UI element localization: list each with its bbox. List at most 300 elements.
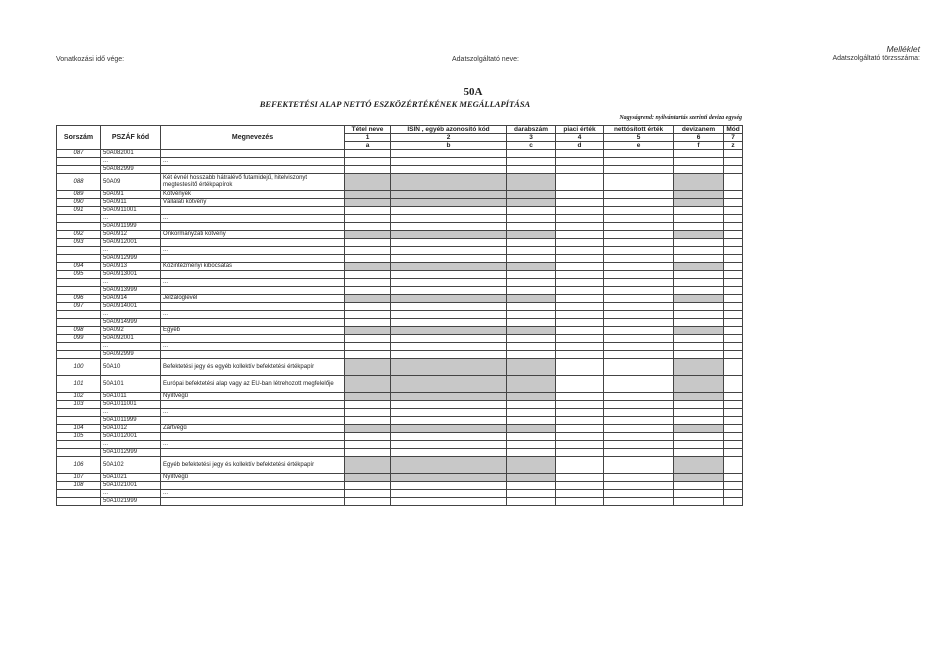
mod-cell[interactable] [724,359,743,376]
mod-cell[interactable] [724,343,743,351]
nettositott-ertek-cell[interactable] [604,343,674,351]
pszaf-code: ... [101,343,161,351]
devizanem-cell[interactable] [674,335,724,343]
table-row [57,231,743,239]
pszaf-code: ... [101,311,161,319]
darabszam-cell[interactable] [507,255,556,263]
mod-cell[interactable] [724,231,743,239]
devizanem-cell[interactable] [674,166,724,174]
row-number: 107 [57,474,101,482]
devizanem-cell[interactable] [674,482,724,490]
devizanem-cell[interactable] [674,409,724,417]
tetel-neve-cell[interactable] [345,441,391,449]
row-number [57,166,101,174]
piaci-ertek-cell[interactable] [556,498,604,506]
nettositott-ertek-cell[interactable] [604,393,674,401]
isin-cell[interactable] [391,279,507,287]
piaci-ertek-cell[interactable] [556,482,604,490]
mod-cell[interactable] [724,498,743,506]
table-row [57,303,743,311]
tetel-neve-cell[interactable] [345,433,391,441]
mod-cell[interactable] [724,474,743,482]
darabszam-cell[interactable] [507,449,556,457]
piaci-ertek-cell[interactable] [556,490,604,498]
tetel-neve-cell [345,191,391,199]
tetel-neve-cell[interactable] [345,409,391,417]
darabszam-cell[interactable] [507,319,556,327]
tetel-neve-cell[interactable] [345,239,391,247]
devizanem-cell[interactable] [674,255,724,263]
nettositott-ertek-cell[interactable] [604,223,674,231]
tetel-neve-cell[interactable] [345,158,391,166]
table-row [57,409,743,417]
row-number [57,223,101,231]
row-number [57,449,101,457]
row-number: 091 [57,207,101,215]
nettositott-ertek-cell[interactable] [604,433,674,441]
isin-cell[interactable] [391,490,507,498]
nettositott-ertek-cell[interactable] [604,271,674,279]
isin-cell[interactable] [391,433,507,441]
piaci-ertek-cell[interactable] [556,231,604,239]
pszaf-code: 50A092999 [101,351,161,359]
nettositott-ertek-cell[interactable] [604,247,674,255]
nettositott-ertek-cell[interactable] [604,474,674,482]
darabszam-cell[interactable] [507,279,556,287]
isin-cell[interactable] [391,311,507,319]
column-letter: a [345,142,391,150]
piaci-ertek-cell[interactable] [556,433,604,441]
darabszam-cell[interactable] [507,311,556,319]
mod-cell[interactable] [724,247,743,255]
header-megnevezes: Megnevezés [161,126,345,150]
tetel-neve-cell[interactable] [345,417,391,425]
column-number: 1 [345,134,391,142]
row-number: 099 [57,335,101,343]
devizanem-cell[interactable] [674,287,724,295]
nettositott-ertek-cell[interactable] [604,255,674,263]
table-row [57,279,743,287]
tetel-neve-cell[interactable] [345,490,391,498]
nettositott-ertek-cell[interactable] [604,319,674,327]
nettositott-ertek-cell[interactable] [604,239,674,247]
table-row [57,490,743,498]
mod-cell[interactable] [724,393,743,401]
mod-cell[interactable] [724,223,743,231]
table-row [57,295,743,303]
devizanem-cell[interactable] [674,239,724,247]
nettositott-ertek-cell[interactable] [604,482,674,490]
nettositott-ertek-cell[interactable] [604,158,674,166]
nettositott-ertek-cell[interactable] [604,376,674,393]
devizanem-cell[interactable] [674,247,724,255]
mod-cell[interactable] [724,158,743,166]
isin-cell[interactable] [391,482,507,490]
piaci-ertek-cell[interactable] [556,335,604,343]
darabszam-cell[interactable] [507,417,556,425]
mod-cell[interactable] [724,319,743,327]
mod-cell[interactable] [724,255,743,263]
devizanem-cell [674,231,724,239]
piaci-ertek-cell[interactable] [556,158,604,166]
tetel-neve-cell[interactable] [345,279,391,287]
nettositott-ertek-cell[interactable] [604,441,674,449]
darabszam-cell[interactable] [507,166,556,174]
tetel-neve-cell[interactable] [345,223,391,231]
pszaf-code: ... [101,490,161,498]
tetel-neve-cell[interactable] [345,482,391,490]
pszaf-code: 50A1021 [101,474,161,482]
isin-cell [391,474,507,482]
nettositott-ertek-cell[interactable] [604,327,674,335]
darabszam-cell [507,425,556,433]
mod-cell[interactable] [724,457,743,474]
row-number [57,490,101,498]
devizanem-cell[interactable] [674,490,724,498]
piaci-ertek-cell[interactable] [556,417,604,425]
mod-cell[interactable] [724,425,743,433]
item-name: ... [161,311,345,319]
row-number: 092 [57,231,101,239]
tetel-neve-cell[interactable] [345,247,391,255]
table-row [57,158,743,166]
mod-cell[interactable] [724,409,743,417]
nettositott-ertek-cell[interactable] [604,231,674,239]
darabszam-cell[interactable] [507,271,556,279]
isin-cell [391,425,507,433]
item-name [161,319,345,327]
isin-cell[interactable] [391,319,507,327]
pszaf-code: 50A1012 [101,425,161,433]
table-row [57,433,743,441]
devizanem-cell[interactable] [674,215,724,223]
darabszam-cell[interactable] [507,441,556,449]
pszaf-code: 50A0914001 [101,303,161,311]
isin-cell[interactable] [391,215,507,223]
item-name: Közintézményi kibocsátás [161,263,345,271]
nettositott-ertek-cell[interactable] [604,174,674,191]
devizanem-cell[interactable] [674,271,724,279]
piaci-ertek-cell[interactable] [556,247,604,255]
mod-cell[interactable] [724,207,743,215]
pszaf-code: ... [101,441,161,449]
tetel-neve-cell[interactable] [345,166,391,174]
piaci-ertek-cell[interactable] [556,441,604,449]
tetel-neve-cell [345,474,391,482]
tetel-neve-cell [345,327,391,335]
darabszam-cell[interactable] [507,287,556,295]
mod-cell[interactable] [724,417,743,425]
nettositott-ertek-cell[interactable] [604,401,674,409]
darabszam-cell[interactable] [507,239,556,247]
tetel-neve-cell[interactable] [345,150,391,158]
nettositott-ertek-cell[interactable] [604,417,674,425]
piaci-ertek-cell[interactable] [556,343,604,351]
devizanem-cell[interactable] [674,279,724,287]
mod-cell[interactable] [724,295,743,303]
isin-cell[interactable] [391,255,507,263]
mod-cell[interactable] [724,449,743,457]
pszaf-code: ... [101,279,161,287]
devizanem-cell[interactable] [674,150,724,158]
mod-cell[interactable] [724,215,743,223]
column-number: 2 [391,134,507,142]
mod-cell[interactable] [724,327,743,335]
tetel-neve-cell[interactable] [345,311,391,319]
piaci-ertek-cell[interactable] [556,271,604,279]
darabszam-cell[interactable] [507,303,556,311]
isin-cell[interactable] [391,409,507,417]
isin-cell[interactable] [391,343,507,351]
isin-cell [391,174,507,191]
table-row [57,239,743,247]
piaci-ertek-cell[interactable] [556,319,604,327]
nettositott-ertek-cell[interactable] [604,215,674,223]
tetel-neve-cell[interactable] [345,335,391,343]
devizanem-cell[interactable] [674,449,724,457]
darabszam-cell[interactable] [507,158,556,166]
piaci-ertek-cell[interactable] [556,425,604,433]
isin-cell[interactable] [391,401,507,409]
table-row [57,376,743,393]
nettositott-ertek-cell[interactable] [604,295,674,303]
piaci-ertek-cell[interactable] [556,215,604,223]
darabszam-cell[interactable] [507,409,556,417]
darabszam-cell[interactable] [507,215,556,223]
pszaf-code: 50A092 [101,327,161,335]
darabszam-cell[interactable] [507,247,556,255]
devizanem-cell[interactable] [674,343,724,351]
mod-cell[interactable] [724,433,743,441]
piaci-ertek-cell[interactable] [556,279,604,287]
darabszam-cell [507,359,556,376]
darabszam-cell[interactable] [507,207,556,215]
piaci-ertek-cell[interactable] [556,263,604,271]
tetel-neve-cell[interactable] [345,255,391,263]
piaci-ertek-cell[interactable] [556,393,604,401]
devizanem-cell[interactable] [674,319,724,327]
darabszam-cell[interactable] [507,482,556,490]
piaci-ertek-cell[interactable] [556,239,604,247]
mod-cell[interactable] [724,174,743,191]
annex-title: Melléklet [886,44,920,54]
tetel-neve-cell[interactable] [345,401,391,409]
darabszam-cell[interactable] [507,343,556,351]
devizanem-cell[interactable] [674,303,724,311]
nettositott-ertek-cell[interactable] [604,449,674,457]
mod-cell[interactable] [724,351,743,359]
mod-cell[interactable] [724,263,743,271]
piaci-ertek-cell[interactable] [556,207,604,215]
table-row [57,351,743,359]
devizanem-cell[interactable] [674,401,724,409]
nettositott-ertek-cell[interactable] [604,359,674,376]
piaci-ertek-cell[interactable] [556,255,604,263]
piaci-ertek-cell[interactable] [556,174,604,191]
isin-cell[interactable] [391,207,507,215]
isin-cell[interactable] [391,303,507,311]
mod-cell[interactable] [724,279,743,287]
darabszam-cell[interactable] [507,150,556,158]
tetel-neve-cell[interactable] [345,343,391,351]
isin-cell[interactable] [391,351,507,359]
isin-cell[interactable] [391,247,507,255]
isin-cell[interactable] [391,223,507,231]
devizanem-cell[interactable] [674,498,724,506]
tetel-neve-cell[interactable] [345,319,391,327]
isin-cell[interactable] [391,498,507,506]
piaci-ertek-cell[interactable] [556,150,604,158]
row-number: 102 [57,393,101,401]
nettositott-ertek-cell[interactable] [604,287,674,295]
nettositott-ertek-cell[interactable] [604,150,674,158]
isin-cell[interactable] [391,335,507,343]
devizanem-cell[interactable] [674,433,724,441]
piaci-ertek-cell[interactable] [556,457,604,474]
devizanem-cell [674,457,724,474]
piaci-ertek-cell[interactable] [556,401,604,409]
nettositott-ertek-cell[interactable] [604,335,674,343]
darabszam-cell[interactable] [507,490,556,498]
nettositott-ertek-cell[interactable] [604,207,674,215]
nettositott-ertek-cell[interactable] [604,166,674,174]
piaci-ertek-cell[interactable] [556,303,604,311]
piaci-ertek-cell[interactable] [556,191,604,199]
pszaf-code: 50A10 [101,359,161,376]
devizanem-cell[interactable] [674,417,724,425]
isin-cell[interactable] [391,150,507,158]
table-row [57,319,743,327]
tetel-neve-cell[interactable] [345,287,391,295]
darabszam-cell[interactable] [507,433,556,441]
tetel-neve-cell[interactable] [345,351,391,359]
devizanem-cell[interactable] [674,207,724,215]
devizanem-cell[interactable] [674,351,724,359]
isin-cell[interactable] [391,441,507,449]
isin-cell[interactable] [391,449,507,457]
item-name: Két évnél hosszabb hátralévő futamidejű, hitelviszonyt megtestesítő értékpapírok [161,174,345,191]
piaci-ertek-cell[interactable] [556,449,604,457]
item-name: Önkormányzati kötvény [161,231,345,239]
isin-cell [391,263,507,271]
darabszam-cell[interactable] [507,223,556,231]
isin-cell[interactable] [391,287,507,295]
devizanem-cell[interactable] [674,223,724,231]
darabszam-cell[interactable] [507,351,556,359]
piaci-ertek-cell[interactable] [556,359,604,376]
piaci-ertek-cell[interactable] [556,295,604,303]
devizanem-cell[interactable] [674,441,724,449]
piaci-ertek-cell[interactable] [556,311,604,319]
nettositott-ertek-cell[interactable] [604,425,674,433]
tetel-neve-cell[interactable] [345,498,391,506]
item-name [161,482,345,490]
table-row [57,215,743,223]
mod-cell[interactable] [724,401,743,409]
darabszam-cell[interactable] [507,335,556,343]
table-row [57,174,743,191]
piaci-ertek-cell[interactable] [556,474,604,482]
nettositott-ertek-cell[interactable] [604,191,674,199]
devizanem-cell[interactable] [674,158,724,166]
nettositott-ertek-cell[interactable] [604,498,674,506]
tetel-neve-cell [345,359,391,376]
nettositott-ertek-cell[interactable] [604,263,674,271]
mod-cell[interactable] [724,287,743,295]
header-tetel-neve: Tétel neve [345,126,391,134]
mod-cell[interactable] [724,239,743,247]
nettositott-ertek-cell[interactable] [604,303,674,311]
isin-cell[interactable] [391,239,507,247]
table-row [57,401,743,409]
devizanem-cell [674,425,724,433]
devizanem-cell[interactable] [674,311,724,319]
isin-cell[interactable] [391,271,507,279]
piaci-ertek-cell[interactable] [556,166,604,174]
tetel-neve-cell[interactable] [345,449,391,457]
nettositott-ertek-cell[interactable] [604,490,674,498]
pszaf-code: 50A091 [101,191,161,199]
isin-cell[interactable] [391,166,507,174]
item-name [161,335,345,343]
row-number: 106 [57,457,101,474]
piaci-ertek-cell[interactable] [556,199,604,207]
mod-cell[interactable] [724,376,743,393]
mod-cell[interactable] [724,199,743,207]
mod-cell[interactable] [724,335,743,343]
column-letter: d [556,142,604,150]
pszaf-code: 50A1012001 [101,433,161,441]
mod-cell[interactable] [724,311,743,319]
darabszam-cell [507,474,556,482]
tetel-neve-cell[interactable] [345,271,391,279]
piaci-ertek-cell[interactable] [556,351,604,359]
tetel-neve-cell [345,263,391,271]
mod-cell[interactable] [724,150,743,158]
piaci-ertek-cell[interactable] [556,376,604,393]
isin-cell[interactable] [391,158,507,166]
piaci-ertek-cell[interactable] [556,327,604,335]
mod-cell[interactable] [724,191,743,199]
piaci-ertek-cell[interactable] [556,287,604,295]
darabszam-cell[interactable] [507,401,556,409]
nettositott-ertek-cell[interactable] [604,409,674,417]
isin-cell[interactable] [391,417,507,425]
mod-cell[interactable] [724,166,743,174]
nettositott-ertek-cell[interactable] [604,199,674,207]
nettositott-ertek-cell[interactable] [604,457,674,474]
row-number [57,215,101,223]
nettositott-ertek-cell[interactable] [604,279,674,287]
piaci-ertek-cell[interactable] [556,223,604,231]
tetel-neve-cell [345,425,391,433]
tetel-neve-cell[interactable] [345,207,391,215]
pszaf-code: 50A1021001 [101,482,161,490]
mod-cell[interactable] [724,482,743,490]
mod-cell[interactable] [724,271,743,279]
nettositott-ertek-cell[interactable] [604,351,674,359]
darabszam-cell [507,199,556,207]
darabszam-cell[interactable] [507,498,556,506]
tetel-neve-cell[interactable] [345,303,391,311]
tetel-neve-cell[interactable] [345,215,391,223]
mod-cell[interactable] [724,441,743,449]
piaci-ertek-cell[interactable] [556,409,604,417]
nettositott-ertek-cell[interactable] [604,311,674,319]
item-name: ... [161,247,345,255]
mod-cell[interactable] [724,490,743,498]
mod-cell[interactable] [724,303,743,311]
